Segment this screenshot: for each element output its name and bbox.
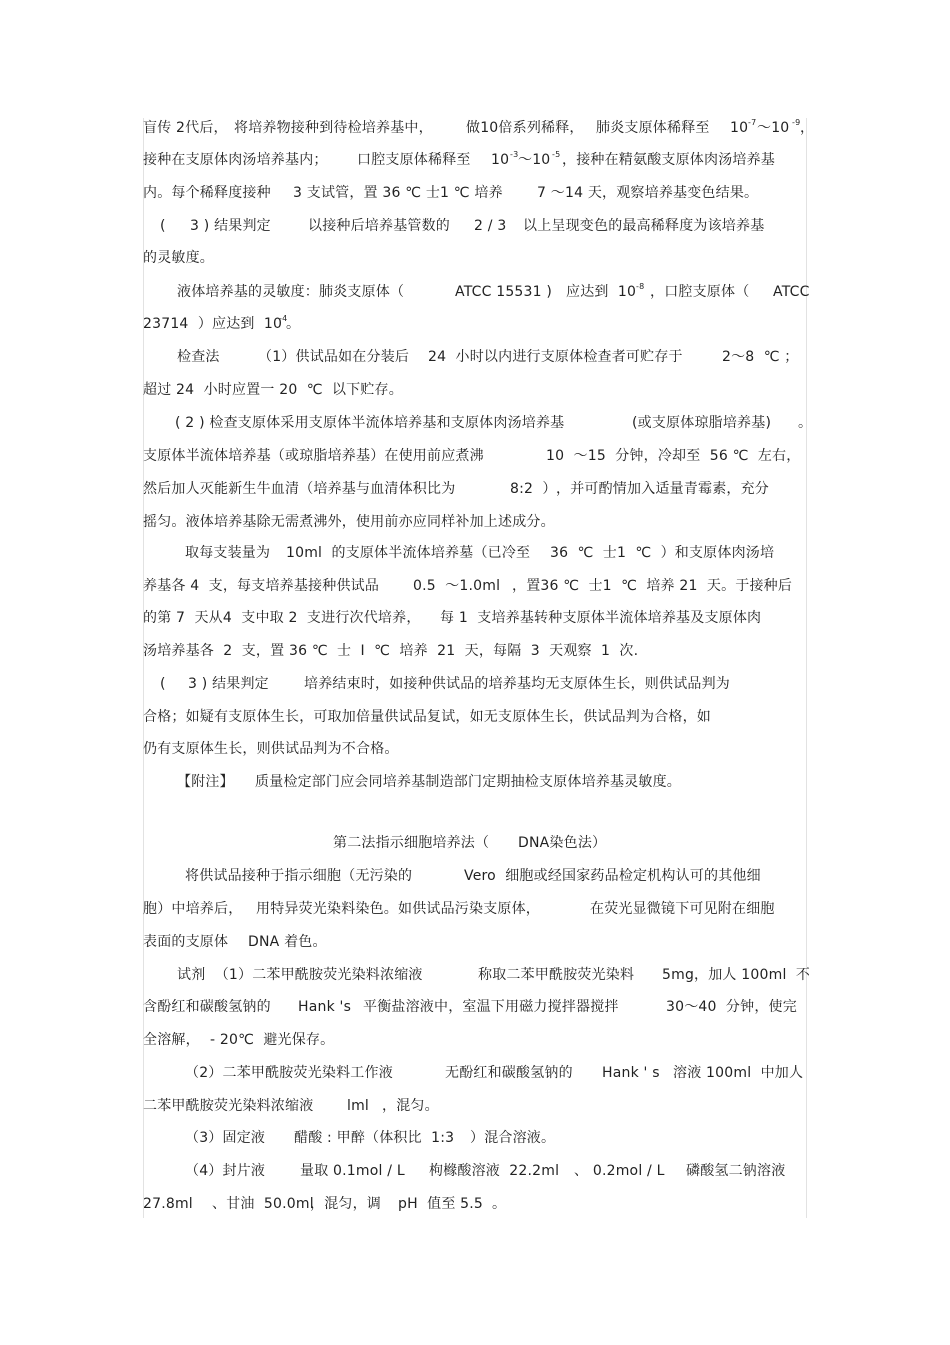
text-run: ～10: [757, 120, 790, 136]
superscript: -3: [510, 150, 519, 159]
text-run: 以接种后培养基管数的: [308, 218, 450, 234]
note-label: 【附注】: [177, 774, 234, 790]
page-border-left: [143, 118, 144, 1218]
text-run: 10ml 的支原体半流体培养墓（已冷至: [286, 545, 531, 561]
text-run: 应达到 10: [566, 284, 637, 300]
text-line: [0, 118, 815, 138]
text-run: 接种在支原体肉汤培养基内；: [143, 152, 328, 168]
text-line: [0, 282, 810, 302]
text-line: [0, 1063, 804, 1083]
text-line: [0, 413, 813, 433]
text-run: 30～40 分钟，使完: [666, 999, 797, 1015]
text-run: 。: [286, 316, 301, 332]
text-line: [0, 1030, 335, 1050]
text-line: [0, 739, 399, 759]
text-run: （3）固定液: [185, 1130, 266, 1146]
text-line: [0, 183, 759, 203]
text-run: 8:2 ）: [510, 481, 557, 497]
text-run: 质量检定部门应会同培养基制造部门定期抽检支原体培养基灵敏度。: [255, 774, 681, 790]
section-title-text: DNA染色法）: [518, 835, 607, 851]
text-run: Hank 's: [298, 999, 352, 1015]
text-line: [0, 380, 403, 400]
text-line: [0, 150, 775, 170]
text-run: 盲传 2代后，: [143, 120, 228, 136]
text-run: 10: [730, 120, 749, 136]
text-run: 。: [492, 1196, 507, 1212]
text-run: 7 ～14 天，观察培养基变色结果。: [537, 185, 759, 201]
text-line: [0, 446, 801, 466]
text-line: [0, 965, 811, 985]
text-run: 、甘油 50.0ml: [212, 1196, 314, 1212]
text-run: 5mg，加人 100ml 不: [662, 967, 811, 983]
text-run: 做10倍系列稀释，: [466, 120, 584, 136]
text-run: ）混合溶液。: [470, 1130, 556, 1146]
text-run: 称取二苯甲酰胺荧光染料: [478, 967, 635, 983]
text-line: [0, 314, 301, 334]
text-run: 养基各 4 支，每支培养基接种供试品: [143, 578, 380, 594]
text-run: 内。每个稀释度接种: [143, 185, 271, 201]
text-run: DNA 着色。: [248, 934, 327, 950]
text-run: 、 0.2mol / L: [574, 1163, 665, 1179]
text-line: [0, 641, 639, 661]
text-run: (: [160, 676, 166, 692]
superscript: -5: [552, 150, 561, 159]
text-line: [0, 997, 797, 1017]
text-line: [0, 479, 769, 499]
text-run: 0.5 ～1.0ml: [413, 578, 501, 594]
text-run: 2 / 3: [474, 218, 507, 234]
text-line: [0, 347, 799, 367]
text-run: 口腔支原体稀释至: [357, 152, 471, 168]
text-line: [0, 1096, 439, 1116]
text-line: [0, 216, 765, 236]
text-run: 3 支试管，置 36 ℃ 士1 ℃ 培养: [293, 185, 503, 201]
text-run: 取每支装量为: [185, 545, 271, 561]
text-run: 表面的支原体: [143, 934, 229, 950]
text-run: 用特异荧光染料染色。如供试品污染支原体，: [256, 901, 540, 917]
text-line: [0, 674, 730, 694]
text-run: 二苯甲酰胺荧光染料浓缩液: [143, 1098, 314, 1114]
text-run: 支原体半流体培养基（或琼脂培养基）在使用前应煮沸: [143, 448, 484, 464]
text-run: 合格；如疑有支原体生长，可取加倍量供试品复试，如无支原体生长，供试品判为合格，如: [143, 709, 711, 725]
text-run: lml: [347, 1098, 370, 1114]
text-run: 2～8 ℃ ；: [722, 349, 799, 365]
text-run: 超过 24 小时应置一 20 ℃ 以下贮存。: [143, 382, 403, 398]
text-run: 摇匀。液体培养基除无需煮沸外，使用前亦应同样补加上述成分。: [143, 514, 555, 530]
text-run: 的灵敏度。: [143, 250, 214, 266]
text-line: [0, 899, 775, 919]
superscript: -8: [636, 282, 645, 291]
text-run: 溶液 100ml 中加人: [673, 1065, 804, 1081]
section-title-text: 第二法指示细胞培养法（: [333, 835, 490, 851]
text-run: 胞）中培养后，: [143, 901, 243, 917]
text-run: 含酚红和碳酸氢钠的: [143, 999, 271, 1015]
text-run: Hank ' s: [602, 1065, 660, 1081]
text-line: [0, 932, 327, 952]
text-run: （2）二苯甲酰胺荧光染料工作液: [185, 1065, 393, 1081]
text-run: 平衡盐溶液中，室温下用磁力搅拌器搅拌: [363, 999, 619, 1015]
text-line: [0, 707, 711, 727]
text-run: 。: [798, 415, 813, 431]
text-run: 27.8ml: [143, 1196, 193, 1212]
text-run: pH 值至 5.5: [398, 1196, 484, 1212]
text-run: 全溶解，: [143, 1032, 200, 1048]
text-run: (或支原体琼脂培养基): [632, 415, 772, 431]
section-title: [0, 833, 607, 853]
text-line: [0, 866, 761, 886]
superscript: -4: [279, 314, 288, 323]
text-run: 以上呈现变色的最高稀释度为该培养基: [523, 218, 765, 234]
text-run: 24 小时以内进行支原体检查者可贮存于: [428, 349, 683, 365]
text-run: 试剂 （1）二苯甲酰胺荧光染料浓缩液: [177, 967, 423, 983]
text-line: [0, 248, 214, 268]
text-line: [0, 512, 555, 532]
text-run: 36 ℃ 士1 ℃ ）和支原体肉汤培: [550, 545, 775, 561]
text-run: 量取 0.1mol / L: [300, 1163, 405, 1179]
text-run: 10 ～15 分钟，冷却至 56 ℃ 左右，: [546, 448, 801, 464]
text-run: ，接种在精氨酸支原体肉汤培养基: [562, 152, 775, 168]
text-run: (: [160, 218, 166, 234]
text-run: （1）供试品如在分装后: [258, 349, 410, 365]
text-run: 在荧光显微镜下可见附在细胞: [590, 901, 775, 917]
text-run: - 20℃ 避光保存。: [210, 1032, 335, 1048]
text-run: 醋酸 : 甲醉（体积比 1:3: [294, 1130, 455, 1146]
text-run: 然后加人灭能新生牛血清（培养基与血清体积比为: [143, 481, 456, 497]
text-line: [0, 1128, 556, 1148]
superscript: -9: [792, 118, 801, 127]
text-run: 将培养物接种到待检培养基中，: [234, 120, 433, 136]
text-run: 仍有支原体生长，则供试品判为不合格。: [143, 741, 399, 757]
text-run: 3 ) 结果判定: [188, 676, 269, 692]
text-run: 培养结束时，如接种供试品的培养基均无支原体生长，则供试品判为: [304, 676, 730, 692]
text-run: 肺炎支原体稀释至: [596, 120, 710, 136]
text-run: ～10: [518, 152, 551, 168]
text-line: [0, 1161, 786, 1181]
text-line: [0, 543, 775, 563]
text-run: ATCC 15531 ): [455, 284, 553, 300]
text-run: Vero 细胞或经国家药品检定机构认可的其他细: [464, 868, 761, 884]
text-run: ，混匀，调: [310, 1196, 381, 1212]
text-run: 23714 ）应达到 10: [143, 316, 283, 332]
text-line: [0, 608, 762, 628]
text-run: ( 2 ) 检查支原体采用支原体半流体培养基和支原体肉汤培养基: [175, 415, 565, 431]
text-run: 液体培养基的灵敏度：肺炎支原体（: [177, 284, 405, 300]
text-run: ，置36 ℃ 士1 ℃ 培养 21 天。于接种后: [512, 578, 793, 594]
text-run: ，混匀。: [382, 1098, 439, 1114]
text-run: ，并可酌情加入适量青霉素，充分: [556, 481, 769, 497]
text-line: [0, 1194, 507, 1214]
text-run: 的第 7 天从4 支中取 2 支进行次代培养，: [143, 610, 421, 626]
text-run: （4）封片液: [185, 1163, 266, 1179]
text-run: 10: [491, 152, 510, 168]
text-line: [0, 772, 681, 792]
text-run: 磷酸氢二钠溶液: [686, 1163, 786, 1179]
text-run: ATCC: [773, 284, 810, 300]
superscript: -7: [748, 118, 757, 127]
text-run: 3 ) 结果判定: [190, 218, 271, 234]
text-run: 汤培养基各 2 支，置 36 ℃ 士 I ℃ 培养 21 天，每隔 3 天观察 1 次.: [143, 643, 639, 659]
text-line: [0, 576, 793, 596]
text-run: 枸橼酸溶液 22.2ml: [429, 1163, 560, 1179]
text-run: 检查法: [177, 349, 220, 365]
text-run: ，口腔支原体（: [650, 284, 750, 300]
text-run: 无酚红和碳酸氢钠的: [445, 1065, 573, 1081]
text-run: 将供试品接种于指示细胞（无污染的: [185, 868, 413, 884]
text-run: 每 1 支培养基转种支原体半流体培养基及支原体肉: [440, 610, 762, 626]
text-run: ，: [800, 120, 815, 136]
